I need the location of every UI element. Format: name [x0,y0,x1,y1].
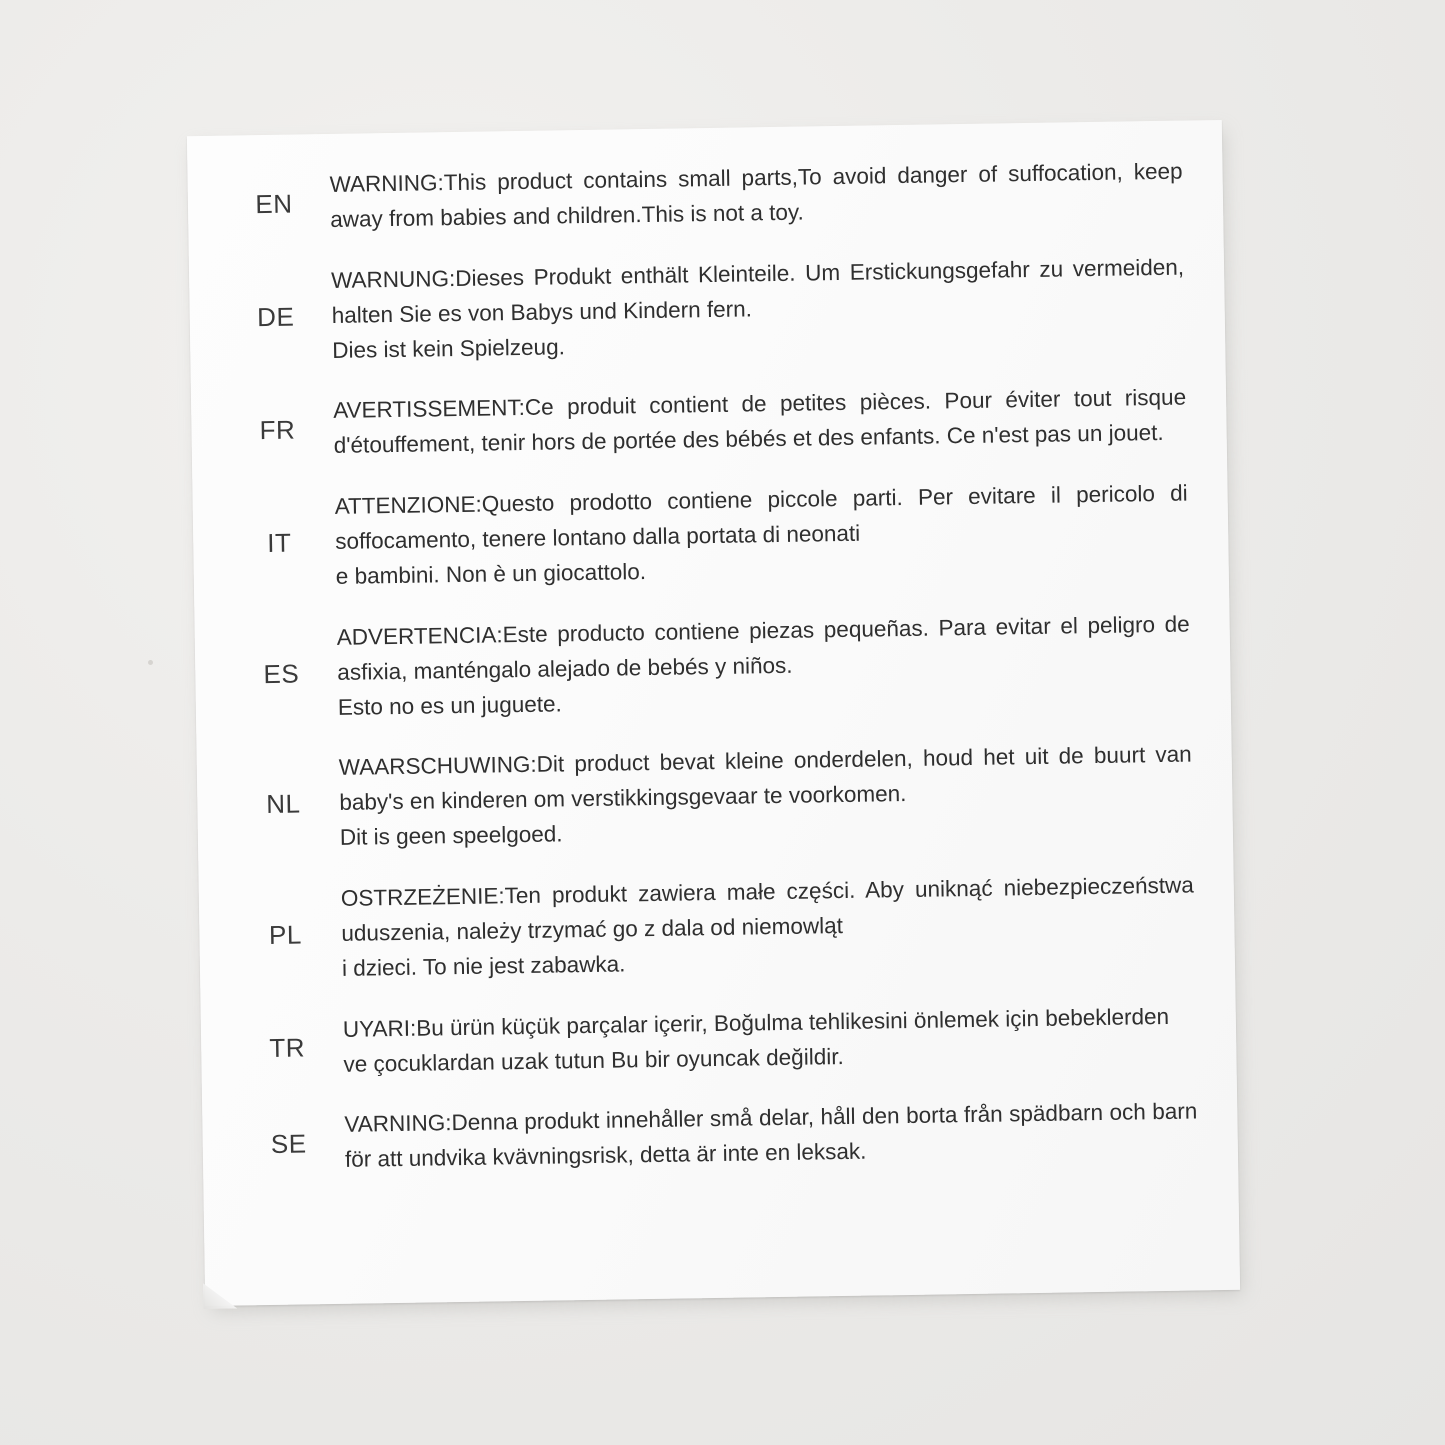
language-code-en: EN [255,188,293,219]
warning-text-es: ADVERTENCIA:Este producto contiene piezas pequeñas. Para evitar el peligro de asfixia, manténgalo alejado de bebés y niños. Esto no es un juguete. [336,611,1190,720]
language-code-tr: TR [269,1032,306,1064]
language-code-nl: NL [266,788,301,820]
language-code-pl: PL [268,919,303,951]
warning-text-tr: UYARI:Bu ürün küçük parçalar içerir, Boğulma tehlikesini önlemek için bebeklerden ve çocuklardan uzak tutun Bu bir oyuncak değildir. [342,1003,1170,1077]
warning-row-se [232,1095,1208,1180]
warning-row-en [217,154,1193,239]
warning-text-en: WARNING:This product contains small parts,To avoid danger of suffocation, keep away from babies and children.This is not a toy. [329,158,1183,232]
language-code-se: SE [270,1128,307,1159]
warning-list [187,120,1240,1306]
language-code-it: IT [266,527,292,559]
warning-text-nl: WAARSCHUWING:Dit product bevat kleine onderdelen, houd het uit de buurt van baby's en kinderen om verstikkingsgevaar te voorkomen. Dit is geen speelgoed. [338,741,1192,851]
background-speck [148,660,153,665]
warning-row-it [222,476,1199,596]
warning-text-fr: AVERTISSEMENT:Ce produit contient de petites pièces. Pour éviter tout risque d'étouffement, tenir hors de portée des bébés et des enfants. Ce n'est pas un jouet. [333,384,1187,459]
warning-row-tr [231,999,1207,1084]
warning-row-es [225,607,1202,727]
language-code-fr: FR [259,414,296,446]
warning-text-se: VARNING:Denna produkt innehåller små delar, håll den borta från spädbarn och barn för att undvika kvävningsrisk, detta är inte en leksak. [344,1098,1198,1173]
warning-leaflet [187,120,1240,1306]
warning-row-de [219,250,1196,370]
warning-text-it: ATTENZIONE:Questo prodotto contiene piccole parti. Per evitare il pericolo di soffocamento, tenere lontano dalla portata di neonati e bambini. Non è un giocattolo. [334,480,1188,589]
language-code-de: DE [256,301,295,332]
warning-row-pl [229,868,1206,988]
warning-row-fr [221,381,1197,466]
warning-text-de: WARNUNG:Dieses Produkt enthält Kleinteile. Um Erstickungsgefahr zu vermeiden, halten Sie es von Babys und Kindern fern. Dies ist kein Spielzeug. [330,254,1185,363]
language-code-es: ES [263,658,300,689]
warning-row-nl [227,738,1204,858]
leaflet-paper [187,120,1240,1306]
warning-text-pl: OSTRZEŻENIE:Ten produkt zawiera małe części. Aby uniknąć niebezpieczeństwa uduszenia, należy trzymać go z dala od niemowląt i dzieci. To nie jest zabawka. [340,872,1194,981]
